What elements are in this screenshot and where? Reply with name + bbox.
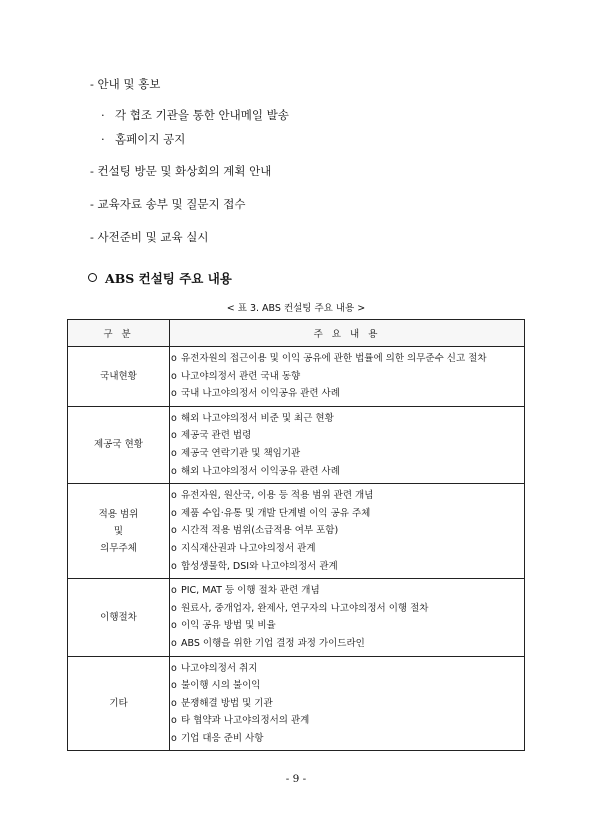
category-text: 국내현황 [100,370,137,382]
item-marker: o [171,465,177,477]
content-item-text: 이익 공유 방법 및 비율 [181,620,276,632]
content-item-text: 시간적 적용 범위(소급적용 여부 포함) [181,525,339,537]
content-item-text: PIC, MAT 등 이행 절차 관련 개념 [181,585,320,597]
category-cell [68,484,170,579]
content-item [171,427,524,445]
table-row [68,406,525,483]
list-item-text: - 컨설팅 방문 및 화상회의 계획 안내 [90,164,272,178]
content-item [171,695,524,713]
item-marker: o [171,680,177,692]
item-marker: o [171,542,177,554]
content-item [171,522,524,540]
content-item [171,660,524,678]
content-item-text: 유전자원의 접근이용 및 이익 공유에 관한 법률에 의한 의무준수 신고 절차 [181,353,487,364]
content-item [171,600,524,618]
dot-bullet-icon: · [101,108,105,122]
category-cell [68,579,170,656]
content-item [171,385,524,403]
category-text: 이행절차 [100,611,137,623]
item-marker: o [171,388,177,400]
list-item-text: - 안내 및 홍보 [90,77,161,91]
content-item-text: 나고야의정서 관련 국내 동향 [181,370,301,382]
list-item-text: 홈페이지 공지 [115,132,186,146]
content-item-text: 제공국 연락기관 및 책임기관 [181,447,301,459]
section-heading [88,269,232,287]
content-item [171,712,524,730]
dot-bullet-icon: · [101,132,105,146]
item-marker: o [171,662,177,674]
list-item [90,196,245,212]
content-item [171,730,524,748]
item-marker: o [171,715,177,727]
content-item [171,410,524,428]
list-item [90,163,271,179]
category-cell [68,656,170,751]
item-marker: o [171,585,177,597]
content-item-text: 나고야의정서 취지 [181,662,258,674]
content-item-text: 국내 나고야의정서 이익공유 관련 사례 [181,388,340,400]
content-table [67,319,525,751]
table-row [68,579,525,656]
content-item [171,677,524,695]
content-item-text: 제공국 관련 법령 [181,430,252,442]
content-item-text: 불이행 시의 불이익 [181,680,261,692]
content-item [171,487,524,505]
content-item-text: 유전자원, 원산국, 이용 등 적용 범위 관련 개념 [181,490,374,502]
table-header-row [68,320,525,347]
content-item-text: 분쟁해결 방법 및 기관 [181,697,273,709]
content-item-text: 해외 나고야의정서 이익공유 관련 사례 [181,465,340,477]
content-item [171,445,524,463]
header-category: 구 분 [68,320,170,347]
item-marker: o [171,507,177,519]
item-marker: o [171,430,177,442]
item-marker: o [171,560,177,572]
content-item-text: 해외 나고야의정서 비준 및 최근 현황 [181,412,334,424]
category-text: 기타 [109,697,128,709]
table-row [68,656,525,751]
item-marker: o [171,353,177,364]
content-item-text: 기업 대응 준비 사항 [181,732,264,744]
item-marker: o [171,525,177,537]
content-cell [170,406,525,483]
content-item [171,463,524,481]
circle-bullet-icon [88,273,97,282]
content-item-text: 지식재산권과 나고야의정서 관계 [181,542,316,554]
header-content: 주 요 내 용 [170,320,525,347]
category-text: 제공국 현황 [94,439,143,451]
content-item [171,350,524,368]
list-item-text: - 교육자료 송부 및 질문지 접수 [90,197,246,211]
category-text: 의무주체 [100,542,137,554]
table-row [68,347,525,407]
content-item [171,540,524,558]
item-marker: o [171,697,177,709]
sub-bullet-item [101,131,185,147]
content-item [171,582,524,600]
content-item [171,617,524,635]
content-cell [170,656,525,751]
item-marker: o [171,412,177,424]
list-item-text: - 사전준비 및 교육 실시 [90,230,209,244]
item-marker: o [171,602,177,614]
content-item-text: 원료사, 중개업자, 완제사, 연구자의 나고야의정서 이행 절차 [181,602,429,614]
table-row [68,484,525,579]
category-text: 및 [113,525,124,537]
category-text: 적용 범위 [98,508,139,520]
content-item [171,368,524,386]
sub-bullet-item [101,107,289,123]
section-heading-text: ABS 컨설팅 주요 내용 [105,271,232,286]
table-body [68,347,525,751]
content-item [171,558,524,576]
content-item [171,635,524,653]
item-marker: o [171,370,177,382]
content-item-text: 합성생물학, DSI와 나고야의정서 관계 [181,560,338,572]
content-cell [170,579,525,656]
list-item-text: 각 협조 기관을 통한 안내메일 발송 [115,108,289,122]
list-item [90,76,160,92]
page-number: - 9 - [285,773,307,785]
item-marker: o [171,637,177,649]
table-caption: < 표 3. ABS 컨설팅 주요 내용 > [226,303,366,314]
content-item-text: 타 협약과 나고야의정서의 관계 [181,715,310,727]
content-item-text: 제품 수입·유통 및 개발 단계별 이익 공유 주체 [181,507,371,519]
item-marker: o [171,447,177,459]
content-cell [170,347,525,407]
content-item-text: ABS 이행을 위한 기업 결정 과정 가이드라인 [181,637,365,649]
category-cell [68,347,170,407]
item-marker: o [171,490,177,502]
content-cell [170,484,525,579]
item-marker: o [171,732,177,744]
item-marker: o [171,620,177,632]
list-item [90,229,209,245]
content-item [171,505,524,523]
category-cell [68,406,170,483]
